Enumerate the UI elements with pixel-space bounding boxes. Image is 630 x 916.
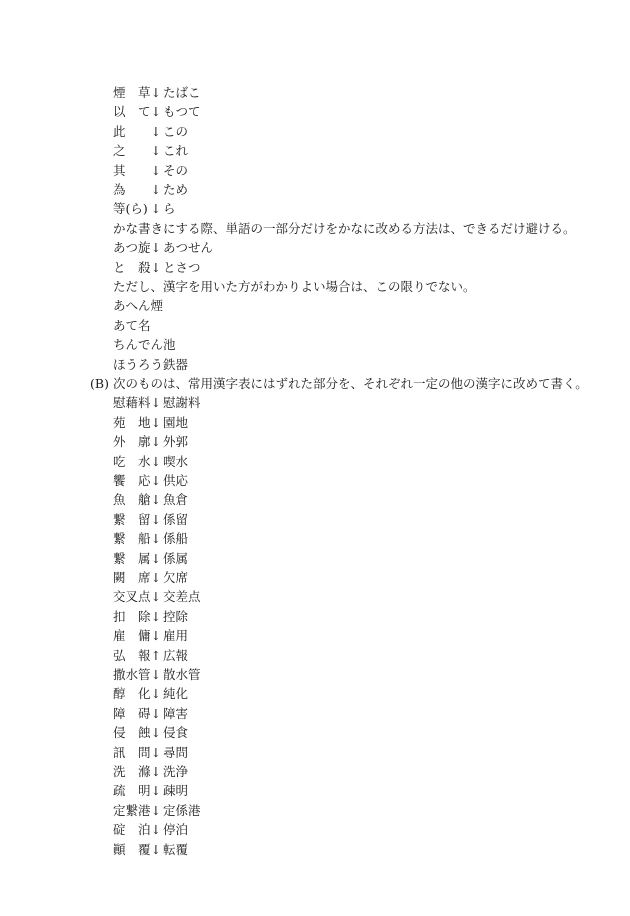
original-term: 苑 地: [113, 414, 151, 430]
section-marker: (B): [90, 376, 109, 391]
entry-row: [113, 763, 188, 780]
original-term: 吃 水: [113, 453, 151, 469]
arrow-icon: ↓: [150, 667, 162, 682]
replacement-term: 控除: [163, 608, 189, 624]
replacement-term: 欠席: [163, 570, 189, 585]
entry-row: [113, 685, 188, 702]
entry-row: [113, 259, 201, 276]
arrow-icon: ↓: [150, 434, 162, 450]
arrow-icon: ↓: [150, 705, 162, 721]
arrow-icon: ↓: [150, 201, 162, 217]
original-term: 扣 除: [113, 608, 151, 624]
example-term-text: ちんでん池: [113, 337, 176, 353]
entry-row: [113, 239, 213, 256]
original-term: 闕 席: [113, 570, 151, 585]
arrow-icon: ↓: [150, 550, 162, 566]
entry-row: [113, 802, 201, 819]
original-term: 顚 覆: [113, 841, 151, 857]
example-term-text: あて名: [113, 317, 151, 333]
example-term: [113, 356, 188, 373]
original-term: 侵 蝕: [113, 725, 151, 741]
arrow-icon: ↓: [150, 764, 162, 779]
entry-row: [113, 782, 188, 799]
entry-row: [113, 530, 188, 547]
arrow-icon: ↓: [150, 473, 162, 488]
entry-row: [113, 491, 188, 508]
entry-row: [113, 705, 188, 722]
entry-row: [113, 569, 188, 586]
replacement-term: 純化: [163, 686, 189, 702]
note-line: [113, 278, 476, 295]
replacement-term: あつせん: [163, 240, 214, 256]
note-line: [113, 220, 576, 237]
original-term: 為: [113, 182, 126, 197]
arrow-icon: ↓: [150, 589, 162, 605]
original-term: 慰藉料: [113, 395, 151, 411]
arrow-icon: ↓: [150, 822, 162, 838]
entry-row: [113, 550, 188, 567]
replacement-term: 侵食: [163, 725, 189, 741]
entry-row: [113, 841, 188, 858]
replacement-term: 園地: [163, 414, 189, 430]
arrow-icon: ↓: [150, 628, 162, 644]
replacement-term: 転覆: [163, 841, 189, 857]
entry-row: [113, 103, 201, 120]
original-term: 交叉点: [113, 589, 151, 605]
arrow-icon: ↓: [150, 182, 162, 197]
arrow-icon: ↓: [150, 531, 162, 547]
original-term: と 殺: [113, 259, 151, 275]
entry-row: [113, 821, 188, 838]
replacement-term: この: [163, 123, 189, 139]
original-term: 碇 泊: [113, 822, 151, 838]
arrow-icon: ↓: [150, 570, 162, 585]
replacement-term: 雇用: [163, 628, 189, 644]
entry-row: [113, 414, 188, 431]
arrow-icon: ↓: [150, 744, 162, 760]
original-term: 疏 明: [113, 783, 151, 799]
arrow-icon: ↓: [150, 841, 162, 857]
section-b-heading: [90, 375, 588, 392]
original-term: 饗 応: [113, 473, 151, 488]
replacement-term: 係船: [163, 531, 189, 547]
arrow-icon: ↓: [150, 725, 162, 741]
original-term: 繋 船: [113, 531, 151, 547]
entry-row: [113, 666, 201, 683]
original-term: 繋 留: [113, 511, 151, 527]
arrow-icon: ↓: [150, 492, 162, 508]
replacement-term: 洗浄: [163, 764, 189, 779]
original-term: 此: [113, 123, 126, 139]
arrow-icon: ↑: [150, 647, 162, 663]
entry-row: [113, 200, 176, 217]
entry-row: [113, 744, 188, 761]
example-term: [113, 317, 151, 334]
original-term: 定繋港: [113, 802, 151, 818]
entry-row: [113, 453, 188, 470]
original-term: 魚 艙: [113, 492, 151, 508]
entry-row: [113, 627, 188, 644]
replacement-term: 交差点: [163, 589, 201, 605]
entry-row: [113, 647, 188, 664]
original-term: 弘 報: [113, 647, 151, 663]
original-term: 醇 化: [113, 686, 151, 702]
arrow-icon: ↓: [150, 162, 162, 178]
original-term: 以 て: [113, 104, 151, 120]
entry-row: [113, 724, 188, 741]
entry-row: [113, 123, 188, 140]
replacement-term: 障害: [163, 705, 189, 721]
entry-row: [113, 84, 201, 101]
entry-row: [113, 511, 188, 528]
replacement-term: 魚倉: [163, 492, 189, 508]
note-line-text: ただし、漢字を用いた方がわかりよい場合は、この限りでない。: [113, 279, 476, 294]
replacement-term: これ: [163, 143, 189, 159]
replacement-term: 定係港: [163, 802, 201, 818]
example-term-text: ほうろう鉄器: [113, 356, 189, 372]
original-term: 其: [113, 162, 126, 178]
original-term: 撒水管: [113, 667, 151, 682]
arrow-icon: ↓: [150, 85, 162, 100]
original-term: 障 碍: [113, 705, 151, 721]
arrow-icon: ↓: [150, 259, 162, 275]
original-term: 等(ら): [113, 201, 148, 217]
replacement-term: 散水管: [163, 667, 201, 682]
arrow-icon: ↓: [150, 453, 162, 469]
arrow-icon: ↓: [150, 395, 162, 411]
arrow-icon: ↓: [150, 143, 162, 159]
replacement-term: ため: [163, 182, 189, 197]
entry-row: [113, 472, 188, 489]
arrow-icon: ↓: [150, 511, 162, 527]
entry-row: [113, 608, 188, 625]
replacement-term: 供応: [163, 473, 189, 488]
original-term: 洗 滌: [113, 764, 151, 779]
arrow-icon: ↓: [150, 783, 162, 799]
replacement-term: その: [163, 162, 189, 178]
replacement-term: 喫水: [163, 453, 189, 469]
replacement-term: 外郭: [163, 434, 189, 450]
original-term: 外 廓: [113, 434, 151, 450]
example-term-text: あへん煙: [113, 298, 164, 314]
arrow-icon: ↓: [150, 123, 162, 139]
section-text: 次のものは、常用漢字表にはずれた部分を、それぞれ一定の他の漢字に改めて書く。: [113, 376, 588, 391]
example-term: [113, 336, 176, 353]
arrow-icon: ↓: [150, 608, 162, 624]
original-term: 煙 草: [113, 85, 151, 100]
arrow-icon: ↓: [150, 240, 162, 256]
replacement-term: もつて: [163, 104, 201, 120]
entry-row: [113, 162, 188, 179]
replacement-term: 係留: [163, 511, 189, 527]
replacement-term: たばこ: [163, 85, 201, 100]
replacement-term: とさつ: [163, 259, 201, 275]
arrow-icon: ↓: [150, 802, 162, 818]
replacement-term: 疎明: [163, 783, 189, 799]
entry-row: [113, 394, 201, 411]
entry-row: [113, 181, 188, 198]
arrow-icon: ↓: [150, 414, 162, 430]
original-term: 雇 傭: [113, 628, 151, 644]
replacement-term: 尋問: [163, 744, 189, 760]
replacement-term: 慰謝料: [163, 395, 201, 411]
original-term: 之: [113, 143, 126, 159]
replacement-term: 広報: [163, 647, 189, 663]
arrow-icon: ↓: [150, 104, 162, 120]
original-term: 訊 問: [113, 744, 151, 760]
entry-row: [113, 142, 188, 159]
replacement-term: 停泊: [163, 822, 189, 838]
arrow-icon: ↓: [150, 686, 162, 702]
replacement-term: 係属: [163, 550, 189, 566]
example-term: [113, 297, 163, 314]
entry-row: [113, 433, 188, 450]
note-line-text: かな書きにする際、単語の一部分だけをかなに改める方法は、できるだけ避ける。: [113, 220, 576, 236]
original-term: あつ旋: [113, 240, 151, 256]
original-term: 繋 属: [113, 550, 151, 566]
entry-row: [113, 588, 201, 605]
replacement-term: ら: [163, 201, 176, 217]
